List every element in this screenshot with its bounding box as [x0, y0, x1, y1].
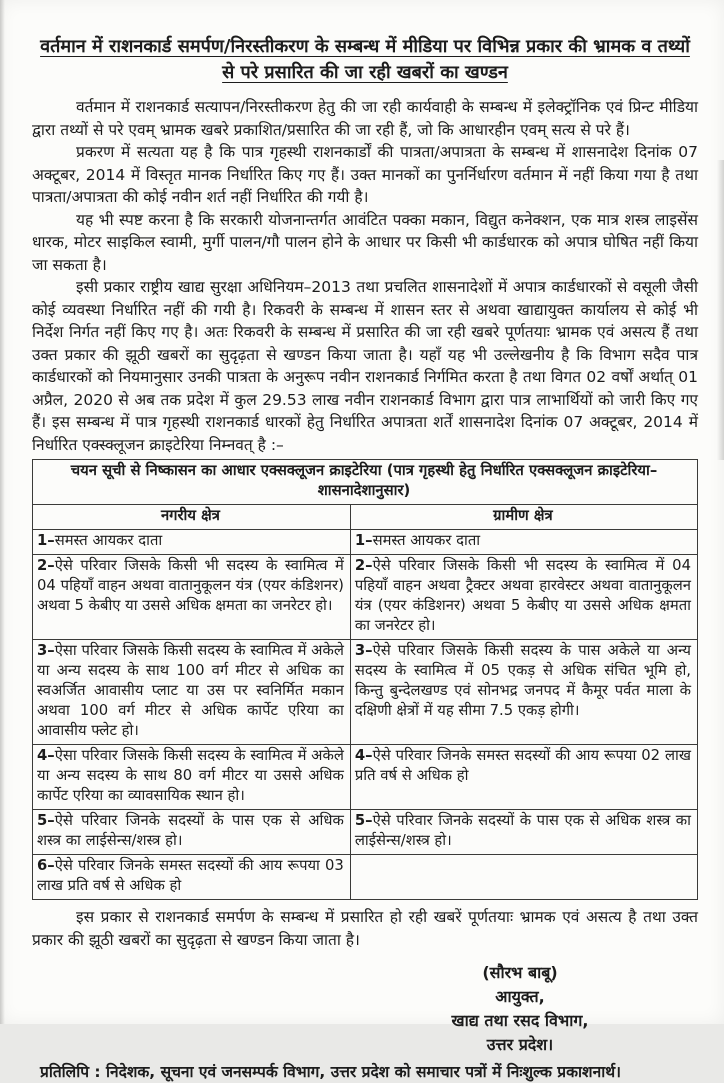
- table-row: [33, 855, 698, 900]
- criteria-cell-urban-2: [33, 555, 351, 640]
- criteria-text: ऐसा परिवार जिसके किसी सदस्य के स्वामित्व में अकेले या अन्य सदस्य के साथ 80 वर्ग मीटर या उससे अधिक कार्पेट एरिया का व्यावसायिक स्थान हो।: [37, 747, 344, 804]
- table-row: [33, 810, 698, 855]
- table-row: [33, 555, 698, 640]
- criteria-number: 1–: [37, 532, 55, 549]
- copy-note-text: निदेशक, सूचना एवं जनसम्पर्क विभाग, उत्तर प्रदेश को समाचार पत्रों में निःशुल्क प्रकाशनार्थ।: [106, 1063, 621, 1081]
- criteria-text: ऐसे परिवार जिसके किसी सदस्य के पास अकेले या अन्य सदस्य के स्वामित्व में 05 एकड़ से अधिक संचित भूमि हो, किन्तु बुन्देलखण्ड एवं सोनभद्र जनपद में कैमूर पर्वत माला के दक्षिणी क्षेत्रों में यह सीमा 7.5 एकड़ होगी।: [354, 642, 691, 719]
- criteria-cell-urban-6: [33, 855, 351, 900]
- criteria-text: ऐसे परिवार जिसके किसी भी सदस्य के स्वामित्व में 04 पहियाँ वाहन अथवा वातानुकूलन यंत्र (एयर कंडिशनर) अथवा 5 केबीए या उससे अधिक क्षमता का जनरेटर हो।: [37, 557, 344, 614]
- column-header-urban: नगरीय क्षेत्र: [33, 505, 351, 530]
- criteria-cell-rural-1: [350, 530, 697, 555]
- criteria-cell-urban-3: [33, 640, 351, 745]
- table-caption-row: [33, 460, 698, 505]
- signatory-designation: आयुक्त,: [495, 987, 545, 1006]
- paragraph-clarification: यह भी स्पष्ट करना है कि सरकारी योजनान्तर्गत आवंटित पक्का मकान, विद्युत कनेक्शन, एक मात्र शस्त्र लाइसेंस धारक, मोटर साइकिल स्वामी, मुर्गी पालन/गौ पालन होने के आधार पर किसी भी कार्डधारक को अपात्र घोषित नहीं किया जा सकता है।: [32, 210, 698, 274]
- exclusion-criteria-table: [32, 459, 698, 900]
- document-title: वर्तमान में राशनकार्ड समर्पण/निरस्तीकरण के सम्बन्ध में मीडिया पर विभिन्न प्रकार की भ्रामक व तथ्यों से परे प्रसारित की जा रही खबरों का खण्डन: [40, 36, 690, 83]
- criteria-text: समस्त आयकर दाता: [372, 532, 481, 549]
- paragraph-intro: वर्तमान में राशनकार्ड सत्यापन/निरस्तीकरण हेतु की जा रही कार्यवाही के सम्बन्ध में इलेक्ट्रॉनिक एवं प्रिन्ट मीडिया द्वारा तथ्यों से परे एवम् भ्रामक खबरे प्रकाशित/प्रसारित की जा रही हैं, जो कि आधारहीन एवम् सत्य से परे हैं।: [32, 98, 698, 139]
- copy-note: [40, 1061, 698, 1083]
- criteria-number: 3–: [354, 642, 373, 659]
- paragraph-standards-2014: प्रकरण में सत्यता यह है कि पात्र गृहस्थी राशनकार्डों की पात्रता/अपात्रता के सम्बन्ध में शासनादेश दिनांक 07 अक्टूबर, 2014 में विस्तृत मानक निर्धारित किए गए हैं। उक्त मानकों का पुनर्निर्धारण वर्तमान में नहीं किया गया है तथा पात्रता/अपात्रता की कोई नवीन शर्त नहीं निर्धारित की गयी है।: [32, 143, 698, 206]
- table-row: [33, 530, 698, 555]
- closing-paragraph: इस प्रकार से राशनकार्ड समर्पण के सम्बन्ध में प्रसारित हो रही खबरें पूर्णतयाः भ्रामक एवं असत्य है तथा उक्त प्रकार की झूठी खबरों का सुदृढ़ता से खण्डन किया जाता है।: [32, 908, 698, 949]
- criteria-number: 1–: [354, 532, 373, 549]
- criteria-number: 3–: [37, 642, 55, 659]
- criteria-text: ऐसे परिवार जिसके किसी भी सदस्य के स्वामित्व में 04 पहियाँ वाहन अथवा ट्रैक्टर अथवा हारवेस्टर अथवा वातानुकूलन यंत्र (एयर कंडिशनर) अथवा 5 केबीए या उससे अधिक क्षमता का जनरेटर हो।: [354, 557, 691, 634]
- criteria-cell-rural-6: [350, 855, 697, 900]
- criteria-cell-urban-4: [33, 745, 351, 810]
- criteria-number: 5–: [37, 812, 55, 829]
- table-caption: चयन सूची से निष्कासन का आधार एक्सक्लूजन क्राइटेरिया (पात्र गृहस्थी हेतु निर्धारित एक्सक्लूजन क्राइटेरिया–शासनादेशानुसार): [33, 460, 698, 505]
- criteria-text: ऐसे परिवार जिनके सदस्यों के पास एक से अधिक शस्त्र का लाईसेन्स/शस्त्र हो।: [37, 812, 344, 849]
- scan-left-edge-artifact: [0, 0, 5, 1024]
- criteria-number: 4–: [354, 747, 373, 764]
- criteria-number: 6–: [37, 857, 55, 874]
- criteria-cell-rural-2: [350, 555, 697, 640]
- criteria-text: ऐसे परिवार जिनके सदस्यों के पास एक से अधिक शस्त्र का लाईसेन्स/शस्त्र हो।: [354, 812, 691, 849]
- criteria-number: 5–: [354, 812, 373, 829]
- criteria-cell-rural-4: [350, 745, 697, 810]
- signatory-department: खाद्य तथा रसद विभाग,: [451, 1011, 589, 1030]
- copy-note-label: प्रतिलिपि :: [40, 1063, 101, 1081]
- paragraph-recovery-denial: इसी प्रकार राष्ट्रीय खाद्य सुरक्षा अधिनियम–2013 तथा प्रचलित शासनादेशों में अपात्र कार्डधारकों से वसूली जैसी कोई व्यवस्था निर्धारित नहीं की गयी है। रिकवरी के सम्बन्ध में शासन स्तर से अथवा खाद्यायुक्त कार्यालय से कोई भी निर्देश निर्गत नहीं किए गए है। अतः रिकवरी के सम्बन्ध में प्रसारित की जा रही खबरे पूर्णतयाः भ्रामक एवं असत्य हैं तथा उक्त प्रकार की झूठी खबरों का सुदृढ़ता से खण्डन किया जाता है। यहाँ यह भी उल्लेखनीय है कि विभाग सदैव पात्र कार्डधारकों को नियमानुसार उनकी पात्रता के अनुरूप नवीन राशनकार्ड निर्गमित करता है तथा विगत 02 वर्षों अर्थात् 01 अप्रैल, 2020 से अब तक प्रदेश में कुल 29.53 लाख नवीन राशनकार्ड विभाग द्वारा पात्र लाभार्थियों को जारी किए गए हैं। इस सम्बन्ध में पात्र गृहस्थी राशनकार्ड धारकों हेतु निर्धारित अपात्रता शर्तें शासनादेश दिनांक 07 अक्टूबर, 2014 में निर्धारित एक्स्क्लूजन क्राइटेरिया निम्नवत् है :–: [32, 278, 698, 454]
- criteria-text: ऐसे परिवार जिनके समस्त सदस्यों की आय रूपया 03 लाख प्रति वर्ष से अधिक हो: [37, 857, 344, 894]
- table-row: [33, 745, 698, 810]
- signatory-state: उत्तर प्रदेश।: [486, 1035, 554, 1054]
- scan-right-edge-artifact: [717, 160, 724, 460]
- criteria-number: 4–: [37, 747, 55, 764]
- criteria-cell-rural-5: [350, 810, 697, 855]
- criteria-text: समस्त आयकर दाता: [54, 532, 163, 549]
- criteria-number: 2–: [354, 557, 373, 574]
- column-header-rural: ग्रामीण क्षेत्र: [350, 505, 697, 530]
- signature-block: [370, 961, 670, 1057]
- criteria-cell-urban-1: [33, 530, 351, 555]
- table-row: [33, 640, 698, 745]
- signatory-name: (सौरभ बाबू): [482, 963, 558, 982]
- criteria-text: ऐसे परिवार जिनके समस्त सदस्यों की आय रूपया 02 लाख प्रति वर्ष से अधिक हो: [354, 747, 691, 784]
- criteria-number: 2–: [37, 557, 55, 574]
- criteria-text: ऐसा परिवार जिसके किसी सदस्य के स्वामित्व में अकेले या अन्य सदस्य के साथ 100 वर्ग मीटर से अधिक का स्वअर्जित आवासीय प्लाट या उस पर स्वनिर्मित मकान अथवा 100 वर्ग मीटर से अधिक कार्पेट एरिया का आवासीय फ्लेट हो।: [37, 642, 344, 739]
- criteria-cell-urban-5: [33, 810, 351, 855]
- table-header-row: [33, 505, 698, 530]
- criteria-cell-rural-3: [350, 640, 697, 745]
